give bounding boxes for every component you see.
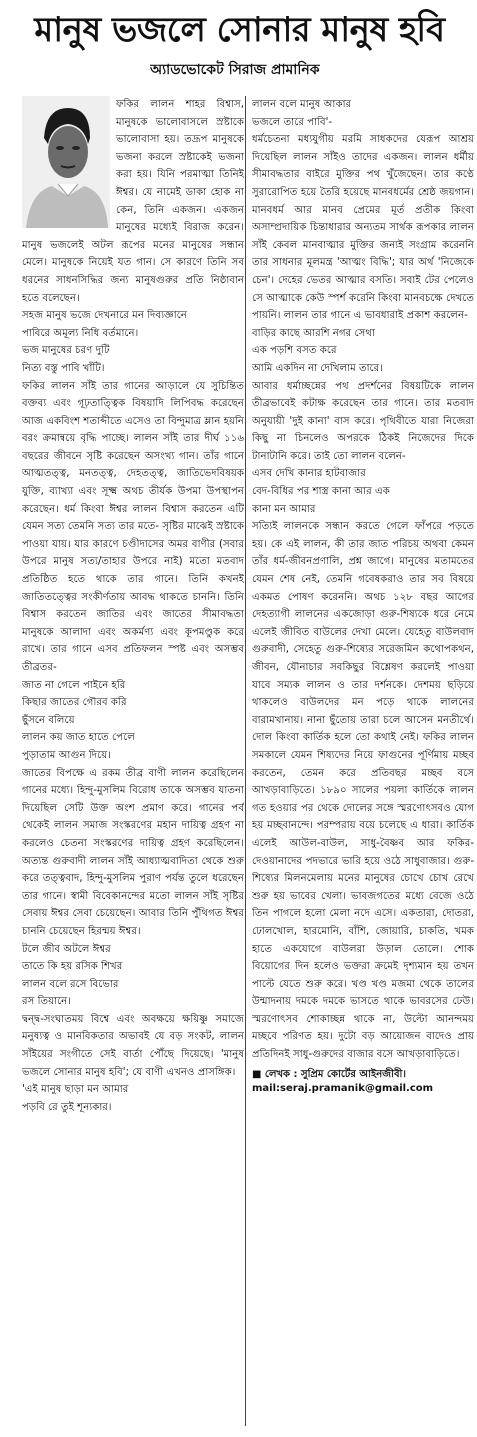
verse-line: রস তিয়ানে।	[22, 996, 71, 1008]
verse-line: ভজ মানুষের চরণ দুটি	[22, 345, 110, 357]
verse-line: তাতে কি হয় রসিক শিখর	[22, 961, 123, 973]
author-photo	[22, 96, 110, 228]
verse-line: বাড়ির কাছে আরশি নগর সেথা	[252, 327, 375, 339]
right-verse-1	[252, 96, 474, 131]
headline: মানুষ ভজলে সোনার মানুষ হবি	[34, 10, 445, 50]
verse-line: জাত না গেলে পাইনে হরি	[22, 679, 126, 691]
verse-line: লালন বলে মানুষ আকার	[252, 99, 352, 110]
verse-line: পাবিরে অমূল্য নিধি বর্তমানে।	[22, 327, 139, 339]
verse-line: বেদ-বিধির পর শাস্ত্র কানা আর এক	[252, 486, 390, 498]
byline: অ্যাডভোকেট সিরাজ প্রামানিক	[150, 62, 320, 78]
left-column	[22, 96, 244, 1431]
author-footer	[252, 1068, 474, 1096]
left-verse-4	[22, 1081, 244, 1116]
verse-line: টলে জীব অটলে ঈশ্বর	[22, 943, 111, 955]
verse-line: নিত্য বস্তু পাবি খাঁটি।	[22, 362, 105, 374]
verse-line: 'এই মানুষ ছাড়া মন আমার	[22, 1084, 129, 1096]
column-divider	[245, 96, 246, 1426]
verse-line: কিছার জাতের গৌরব করি	[22, 697, 127, 709]
left-paragraph-2: ফকির লালন সাঁই তার গানের আড়ালে যে সুচিন্তিত বক্তব্য এবং গূঢ়তাত্ত্বিক বিষয়াদি লিপিবদ্ধ করেছেন আজ একবিংশ শতাব্দীতে এসেও তা বিন্দুমাত্র ম্লান হয়নি বরং ক্রমান্বয়ে বৃদ্ধি পাচ্ছে। লালন সাঁই তার দীর্ঘ ১১৬ বছরের জীবনে সৃষ্টি করেছেন অসংখ্য গান। তাঁর গানে আত্মতত্ত্ব, মনতত্ত্ব, দেহতত্ত্ব, জাতিভেদবিষয়ক যুক্তি, ব্যাখ্যা এবং সূক্ষ্ম অথচ তীর্যক উপমা উপস্থাপন করেছেন। ধর্ম কিংবা ঈশ্বর লালন বিশ্বাস করতেন এটি যেমন সত্য তেমনি সত্য তার মতে- সৃষ্টির মাঝেই স্রষ্টাকে পাওয়া যায়। যার কারণে চণ্ডীদাসের অমর বাণীর (সবার উপরে মানুষ সত্য/তাহার উপরে নাই) মতো মতবাদ প্রতিষ্ঠিত হতে থাকে তার গানে। তিনি কখনই জাতিতত্ত্বের সংকীর্ণতায় আবদ্ধ থাকতে চাননি। তিনি বিশ্বাস করতেন জাতির এবং জাতের সীমাবদ্ধতা মানুষকে আলাদা এবং অকর্মণ্য এবং কূপমণ্ডুক করে রাখে। তার গানে এসব প্রতিফলন স্পষ্ট এবং অসম্ভব তীব্রতর-	[22, 380, 244, 673]
verse-line: কানা মন আমার	[252, 503, 316, 515]
left-verse-3	[22, 941, 244, 1011]
author-credit: ■ লেখক : সুপ্রিম কোর্টের আইনজীবী।	[252, 1068, 406, 1080]
left-verse-2	[22, 677, 244, 765]
verse-line: লালন বলে রসে বিভোর	[22, 978, 119, 990]
left-paragraph-4: দ্বন্দ্ব-সংঘাতময় বিশ্বে এবং অবক্ষয়ে ক্ষয়িষ্ণু সমাজে মনুষ্যত্ব ও মানবিকতার অভাবই যে বড় সংকট, লালন সাঁইয়ের সংগীতে সেই বার্তা পৌঁছে দিয়েছে। 'মানুষ ভজলে সোনার মানুষ হবি'; যে বাণী এখনও প্রাসঙ্গিক।	[22, 1013, 244, 1078]
right-paragraph-3: সত্যিই লালনকে সন্ধান করতে গেলে ফাঁপরে পড়তে হয়। কে এই লালন, কী তার জাত পরিচয় অথবা কেমন তাঁর ধর্ম-জীবনপ্রণালি, প্রশ্ন জাগে। মানুষের মতামতের যেমন শেষ নেই, তেমনি গবেষকরাও তার সব বিষয়ে একমত পোষণ করেননি। অথচ ১২৮ বছর আগের দেহত্যাগী লালনের একজোড়া গুরু-শিষ্যকে ধরে নেমে এলেই জীবিত বাউলের দেখা মেলে। যেহেতু বাউলবাদ গুরুবাদী, সেহেতু গুরু-শিষ্যের সরেজমিন কথোপকথন, জীবন, যৌনাচার সবকিছুর বিশ্লেষণ করলেই পাওয়া যাবে সম্যক লালন ও তার দর্শনকে। দেশময় ছড়িয়ে থাকলেও বাউলদের মন পড়ে থাকে লালনের বারামখানায়। নানা ছুঁতোয় তারা চলে আসেন মনতীর্থে। দোল কিংবা কার্তিক হলে তো কথাই নেই। ফকির লালন সমকালে যেমন শিষ্যদের নিয়ে ফাগুনের পূর্ণিমায় মচ্ছব করতেন, তেমন করে প্রতিবছর মচ্ছব বসে আখড়াবাড়িতে। ১৮৯০ সালের পয়লা কার্তিকে লালন গত হওয়ার পর থেকে দোলের সঙ্গে স্মরণোৎসবও যোগ হয় মচ্ছবানন্দে। পরম্পরায় বয়ে চলেছে এ ধারা। কার্তিক এলেই আউল-বাউল, সাধু-বৈষ্ণব আর ফকির-দেওয়ানাদের পদভারে ভারি হয়ে ওঠে সাধুবাজার। গুরু-শিষ্যের মিলনমেলায় মনের মানুষের চোখে চোখ রেখে শুরু হয় ভাবের খেলা। ভাবজগতের মধ্যে বেজে ওঠে তিন পাগলে হলো মেলা নদে এসে। একতারা, দোতরা, ঢোলখোল, হারমোনি, বাঁশি, জোয়ারি, চাকতি, খমক হাতে একযোগে বাউলরা উড়াল তোলে। শোক বিয়োগের দিন হলেও ভক্তরা ক্রমেই দৃশ্যমান হয় তখন পাল্টে যেতে শুরু করে। খণ্ড খণ্ড মজমা থেকে তালের উন্মাদনায় দমকে দমকে ভাসতে থাকে ভাবরসের ঢেউ। স্মরণোৎসব শোকাচ্ছন্ন থাকে না, উল্টো আনন্দময় মচ্ছবে পরিণত হয়। দুটো বড় আয়োজন বাদেও প্রায় প্রতিদিনই সাধু-গুরুদের বাজার বসে আখড়াবাড়িতে।	[252, 521, 474, 1061]
verse-line: সহজ মানুষ ভজে দেখনারে মন দিব্যজ্ঞানে	[22, 310, 187, 322]
verse-line: ছুঁসনে বলিয়ে	[22, 714, 75, 726]
right-verse-2	[252, 325, 474, 378]
right-column	[252, 96, 474, 1431]
left-paragraph-1: ফকির লালন শাহর বিশ্বাস, মানুষকে ভালোবাসলে স্রষ্টাকে ভালোবাসা হয়। তদ্রূপ মানুষকে ভজনা করলে স্রষ্টাকেই ভজনা করা হয়। যিনি পরমাত্মা তিনিই ঈশ্বর। যে নামেই ডাকা হোক না কেন, তিনি একজন। একজন মানুষের মধ্যেই বিরাজ করেন। মানুষ ভজলেই অটল রূপের মনের মানুষের সন্ধান মেলে। মানুষকে নিয়েই যত গান। সে কারণে তিনি সব ধরনের সাধনসিদ্ধির জন্য মানুষগুরুর প্রতি নিষ্ঠাবান হতে বলেছেন।	[22, 99, 244, 304]
verse-line: এক পড়শি বসত করে	[252, 345, 337, 357]
right-paragraph-2: আবার ধর্মাচ্ছন্নের পথ প্রদর্শনের বিষয়টিকে লালন তীব্রভাবেই কটাক্ষ করেছেন তার গানে। তার মতবাদ অনুযায়ী 'দুই কানা' বাস করে। পৃথিবীতে যারা নিজেরা কিছু না চিনলেও অপরকে ঠিকই নিজেদের দিকে টানাটানি করে। তাই তো লালন বলেন-	[252, 380, 474, 462]
author-email-link[interactable]: mail:seraj.pramanik@gmail.com	[252, 1082, 434, 1094]
verse-line: পুড়াতাম আগুন দিয়ে।	[22, 749, 111, 761]
left-paragraph-3: জাতের বিপক্ষে এ রকম তীব্র বাণী লালন করেছিলেন গানের মধ্যে। হিন্দু-মুসলিম বিরোধ তাকে অসম্ভব যাতনা দিয়েছিল সেটি উক্ত অংশ প্রমাণ করে। গানের পর্ব থেকেই লালন সমাজ সংস্করণের মহান দায়িত্ব গ্রহণ না করলেও চেতনা সংস্করণের দায়িত্ব গ্রহণ করেছিলেন। অত্যন্ত গুরুবাদী লালন সাঁই আধ্যাত্মবাদিতা থেকে শুরু করে তত্ত্ববাদ, হিন্দু-মুসলিম পুরাণ পর্যন্ত তুলে ধরেছেন তার গানে। স্বামী বিবেকানন্দের মতো লালন সাঁই সৃষ্টির সেবায় ঈশ্বর সেবা চেয়েছেন। আবার তিনি পুঁথিগত ঈশ্বর চাননি চেয়েছেন হিরন্ময় ঈশ্বর।	[22, 767, 244, 937]
right-verse-3	[252, 465, 474, 518]
verse-line: ভজলে তারে পাবি'-	[252, 116, 333, 128]
left-verse-1	[22, 307, 244, 377]
right-paragraph-1: ধর্মচেতনা মধ্যযুগীয় মরমি সাধকদের যেরূপ আশ্রয় দিয়েছিল লালন সাঁইও তাদের একজন। লালন ধর্মীয় সীমাবদ্ধতার বাইরে মুক্তির পথ খুঁজেছেন। তার কণ্ঠে সুরারোপিত হয়ে তৈরি হয়েছে মানবধর্মের শ্রেষ্ঠ জয়গান। মানবধর্ম আর মানব প্রেমের মূর্ত প্রতীক কিংবা অসাম্প্রদায়িক চিন্তাধারার অন্যতম সার্থক রূপকার লালন সাঁই কেবল মানবাত্মার মুক্তির জন্যই সংগ্রাম করেননি তার সাধনার মূলমন্ত্র 'আত্মং বিদ্ধি'; যার অর্থ 'নিজেকে চেন'। দেহের ভেতর আত্মার বসতি। সবাই টের পেলেও সে আত্মাকে কেউ স্পর্শ করেনি কিংবা মানবচক্ষে দেখতে পায়নি। লালন তার গানে এ ভাবধারাই প্রকাশ করলেন-	[252, 134, 474, 322]
verse-line: এসব দেখি কানার হাটবাজার	[252, 468, 366, 480]
verse-line: আমি একদিন না দেখিলাম তারে।	[252, 362, 383, 374]
verse-line: লালন কয় জাত হাতে পেলে	[22, 732, 135, 744]
verse-line: পড়বি রে তুই শূন্যকার।	[22, 1101, 112, 1113]
